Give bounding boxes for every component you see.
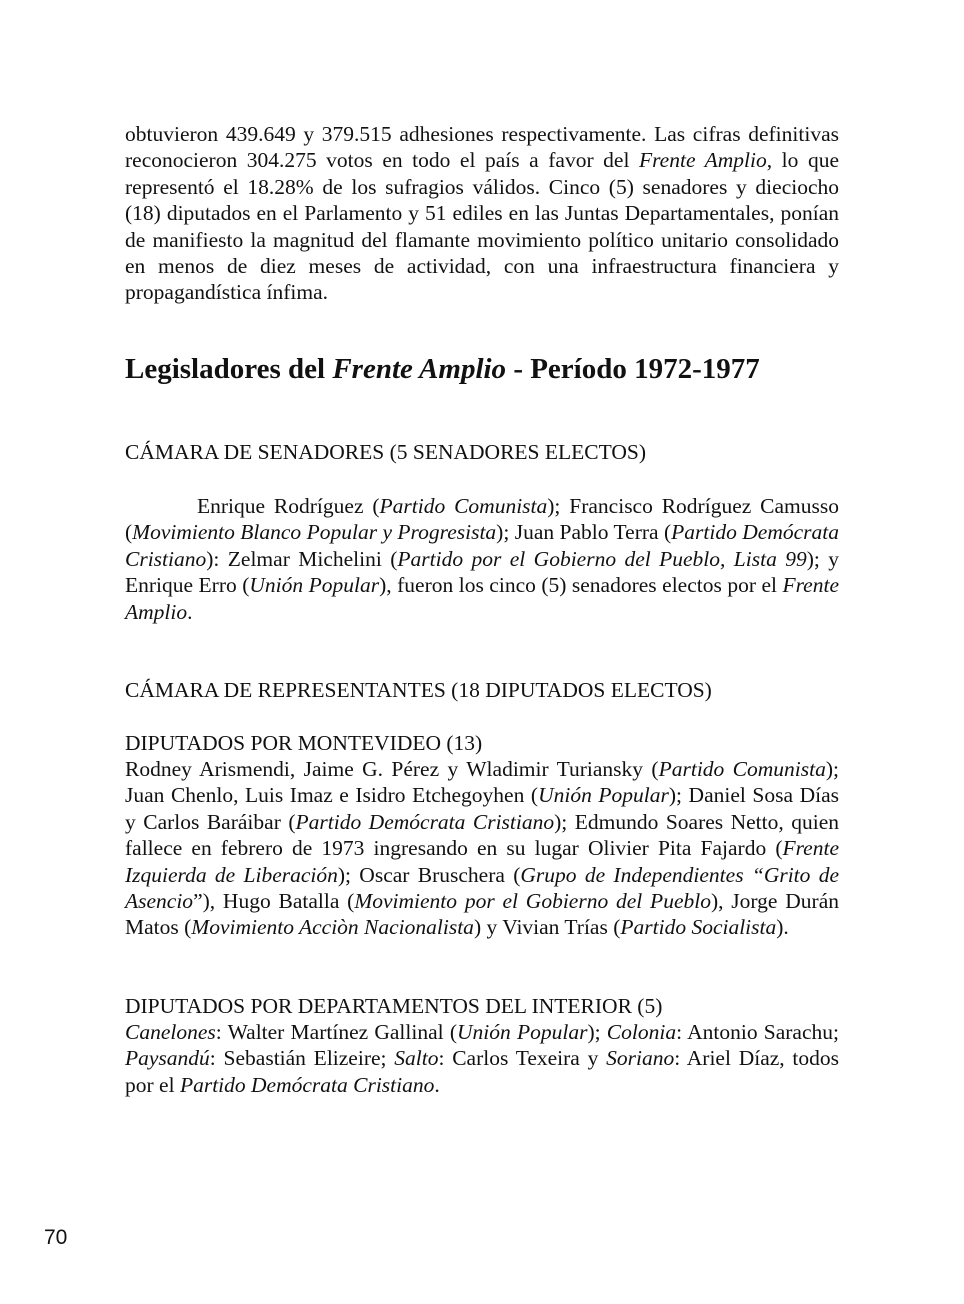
mvd-italic-4: Frente Izquierda de Liberación bbox=[125, 836, 839, 887]
int-text-2: ); bbox=[587, 1020, 607, 1044]
senado-paragraph bbox=[125, 493, 839, 625]
int-text-3: : Antonio Sarachu; bbox=[676, 1020, 839, 1044]
senado-text-7: . bbox=[187, 599, 193, 624]
mvd-text-1: Rodney Arismendi, Jaime G. Pérez y Wladimir Turiansky ( bbox=[125, 757, 659, 781]
mvd-text-7: ), Jorge Durán Matos ( bbox=[125, 889, 839, 940]
int-italic-3: Colonia bbox=[606, 1020, 677, 1044]
heading-part-1: Legisladores del bbox=[125, 353, 333, 385]
mvd-italic-7: Movimiento Acciòn Nacionalista bbox=[191, 915, 474, 940]
mvd-italic-2: Unión Popular bbox=[538, 783, 669, 808]
mvd-text-3: ); Daniel Sosa Días y Carlos Baráibar ( bbox=[125, 783, 839, 834]
senado-italic-6: Frente Amplio bbox=[125, 573, 839, 624]
mvd-text-2: ); Juan Chenlo, Luis Imaz e Isidro Etchegoyhen ( bbox=[125, 757, 839, 808]
senado-text-2: ); Francisco Rodríguez Camusso ( bbox=[125, 494, 839, 545]
senado-heading: CÁMARA DE SENADORES (5 SENADORES ELECTOS) bbox=[125, 440, 647, 464]
mvd-italic-8: Partido Socialista bbox=[620, 915, 777, 940]
int-italic-7: Partido Demócrata Cristiano bbox=[179, 1072, 435, 1097]
heading-italic: Frente Amplio bbox=[332, 353, 507, 385]
senado-text-5: ); y Enrique Erro ( bbox=[125, 546, 839, 598]
page-number: 70 bbox=[44, 1226, 68, 1249]
mvd-text-4: ); Edmundo Soares Netto, quien fallece en febrero de 1973 ingresando en su lugar Olivier Pita Fajardo ( bbox=[125, 809, 840, 861]
int-text-5: : Carlos Texeira y bbox=[438, 1046, 607, 1071]
mvd-italic-5: Grupo de Independientes “Grito de Asencio bbox=[125, 862, 840, 914]
int-italic-4: Paysandú bbox=[125, 1046, 210, 1071]
heading-part-2: - Período 1972-1977 bbox=[506, 353, 760, 385]
senado-italic-1: Partido Comunista bbox=[379, 494, 548, 518]
interior-heading: DIPUTADOS POR DEPARTAMENTOS DEL INTERIOR (5) bbox=[125, 994, 663, 1018]
senado-text-6: ), fueron los cinco (5) senadores electos por el bbox=[379, 573, 783, 598]
int-italic-5: Salto bbox=[394, 1046, 439, 1071]
section-heading bbox=[125, 353, 760, 386]
int-italic-2: Unión Popular bbox=[457, 1020, 588, 1044]
mvd-text-8: ) y Vivian Trías ( bbox=[473, 915, 621, 940]
intro-text-1: obtuvieron 439.649 y 379.515 adhesiones respectivamente. Las cifras definitivas reconocieron 304.275 votos en todo el país a favor del bbox=[125, 122, 839, 173]
senado-italic-5: Unión Popular bbox=[249, 573, 380, 598]
mvd-text-5: ); Oscar Bruschera ( bbox=[337, 862, 521, 887]
senado-italic-4: Partido por el Gobierno del Pueblo, Lista 99 bbox=[397, 546, 807, 571]
interior-paragraph bbox=[125, 1019, 839, 1098]
intro-text-2: , lo que representó el 18.28% de los sufragios válidos. Cinco (5) senadores y dieciocho (18) diputados en el Parlamento y 51 ediles en las Juntas Departamentales, ponían de manifiesto la magnitud del flamante movimiento político unitario consolidado en menos de diez meses de actividad, con una infraestructura financiera y propagandística ínfima. bbox=[125, 148, 839, 305]
montevideo-paragraph bbox=[125, 756, 839, 941]
page-body bbox=[125, 121, 840, 1097]
montevideo-heading: DIPUTADOS POR MONTEVIDEO (13) bbox=[125, 731, 483, 755]
mvd-italic-6: Movimiento por el Gobierno del Pueblo bbox=[354, 889, 711, 914]
senado-italic-3: Partido Demócrata Cristiano bbox=[125, 520, 839, 571]
senado-italic-2: Movimiento Blanco Popular y Progresista bbox=[132, 520, 497, 545]
int-italic-6: Soriano bbox=[606, 1046, 675, 1071]
senado-text-1: Enrique Rodríguez ( bbox=[197, 494, 380, 518]
int-text-4: : Sebastián Elizeire; bbox=[209, 1046, 395, 1071]
mvd-italic-3: Partido Demócrata Cristiano bbox=[295, 809, 555, 834]
int-text-1: : Walter Martínez Gallinal ( bbox=[215, 1020, 457, 1044]
int-italic-1: Canelones bbox=[125, 1020, 216, 1044]
diputados-heading: CÁMARA DE REPRESENTANTES (18 DIPUTADOS ELECTOS) bbox=[125, 678, 712, 702]
intro-paragraph bbox=[125, 121, 839, 306]
intro-italic-1: Frente Amplio bbox=[638, 148, 767, 173]
mvd-text-6: ”), Hugo Batalla ( bbox=[193, 889, 355, 914]
int-text-6: : Ariel Díaz, todos por el bbox=[125, 1046, 840, 1097]
mvd-text-9: ). bbox=[776, 915, 789, 940]
mvd-italic-1: Partido Comunista bbox=[658, 757, 826, 781]
int-text-7: . bbox=[434, 1072, 440, 1097]
senado-text-3: ); Juan Pablo Terra ( bbox=[496, 520, 672, 545]
senado-text-4: ): Zelmar Michelini ( bbox=[206, 546, 398, 571]
